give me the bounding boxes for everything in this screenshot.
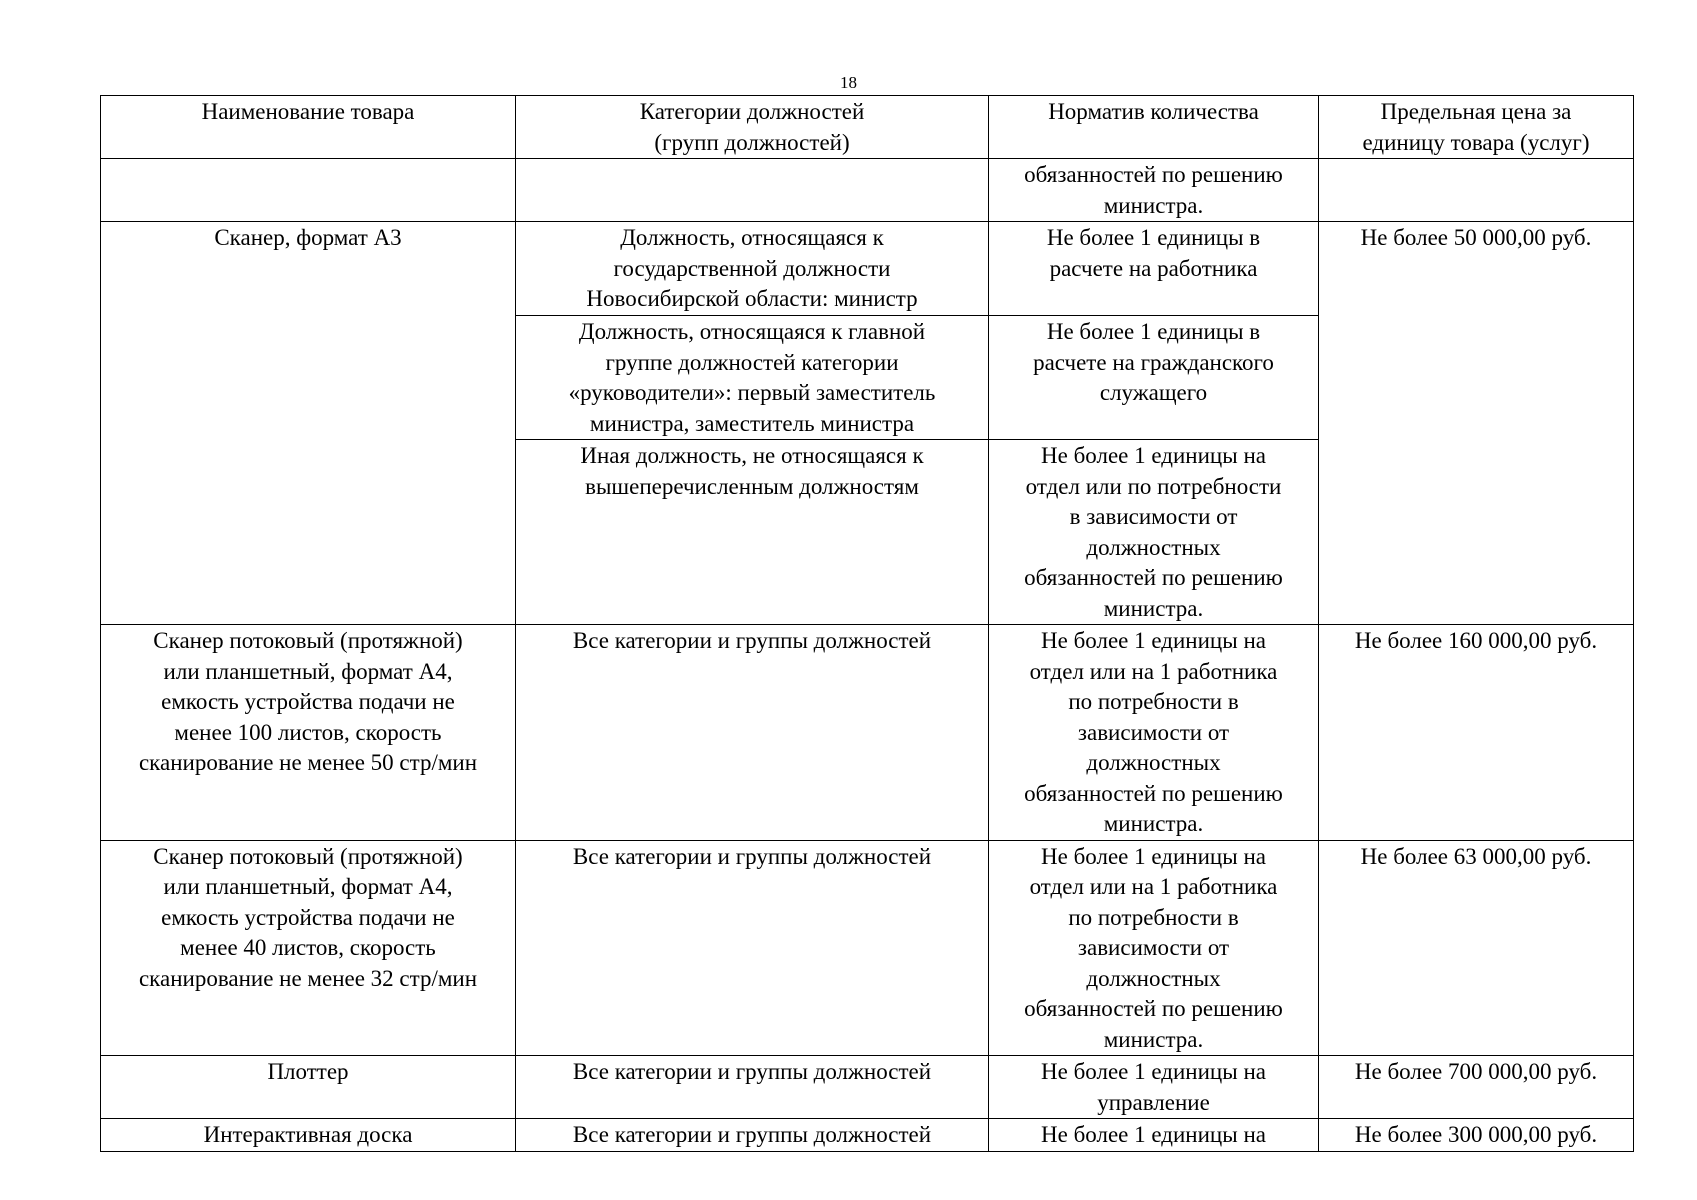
table-row [101, 625, 1634, 841]
cell-norm: обязанностей по решению министра. [989, 159, 1319, 222]
cell-norm: Не более 1 единицы на отдел или на 1 работника по потребности в зависимости от должностных обязанностей по решению министра. [989, 625, 1319, 841]
cell-price: Не более 50 000,00 руб. [1319, 222, 1634, 625]
cell-norm: Не более 1 единицы на отдел или на 1 работника по потребности в зависимости от должностных обязанностей по решению министра. [989, 840, 1319, 1056]
table-header-row [101, 96, 1634, 159]
cell-category: Должность, относящаяся к главной группе должностей категории «руководители»: первый заместитель министра, заместитель министра [516, 316, 989, 440]
cell-norm: Не более 1 единицы на отдел или по потребности в зависимости от должностных обязанностей по решению министра. [989, 440, 1319, 625]
cell-category: Все категории и группы должностей [516, 1119, 989, 1152]
cell-price: Не более 160 000,00 руб. [1319, 625, 1634, 841]
cell-norm: Не более 1 единицы на управление [989, 1056, 1319, 1119]
cell-name: Сканер, формат А3 [101, 222, 516, 625]
header-price: Предельная цена за единицу товара (услуг) [1319, 96, 1634, 159]
cell-name: Плоттер [101, 1056, 516, 1119]
cell-name: Сканер потоковый (протяжной) или планшетный, формат А4, емкость устройства подачи не менее 100 листов, скорость сканирование не менее 50 стр/мин [101, 625, 516, 841]
cell-price: Не более 300 000,00 руб. [1319, 1119, 1634, 1152]
cell-category: Все категории и группы должностей [516, 625, 989, 841]
table-row [101, 1119, 1634, 1152]
header-name: Наименование товара [101, 96, 516, 159]
cell-norm: Не более 1 единицы в расчете на гражданского служащего [989, 316, 1319, 440]
cell-norm: Не более 1 единицы на [989, 1119, 1319, 1152]
table-row [101, 840, 1634, 1056]
cell-price: Не более 700 000,00 руб. [1319, 1056, 1634, 1119]
cell-norm: Не более 1 единицы в расчете на работника [989, 222, 1319, 316]
cell-category: Все категории и группы должностей [516, 1056, 989, 1119]
cell-name [101, 159, 516, 222]
header-norm: Норматив количества [989, 96, 1319, 159]
cell-price: Не более 63 000,00 руб. [1319, 840, 1634, 1056]
cell-category: Все категории и группы должностей [516, 840, 989, 1056]
cell-price [1319, 159, 1634, 222]
table-row [101, 1056, 1634, 1119]
cell-name: Сканер потоковый (протяжной) или планшетный, формат А4, емкость устройства подачи не менее 40 листов, скорость сканирование не менее 32 стр/мин [101, 840, 516, 1056]
cell-category: Иная должность, не относящаяся к вышеперечисленным должностям [516, 440, 989, 625]
page-number: 18 [840, 73, 857, 92]
table-row [101, 222, 1634, 316]
table-row [101, 159, 1634, 222]
header-categories: Категории должностей (групп должностей) [516, 96, 989, 159]
cell-category: Должность, относящаяся к государственной должности Новосибирской области: министр [516, 222, 989, 316]
norms-table [100, 95, 1634, 1152]
cell-category [516, 159, 989, 222]
cell-name: Интерактивная доска [101, 1119, 516, 1152]
